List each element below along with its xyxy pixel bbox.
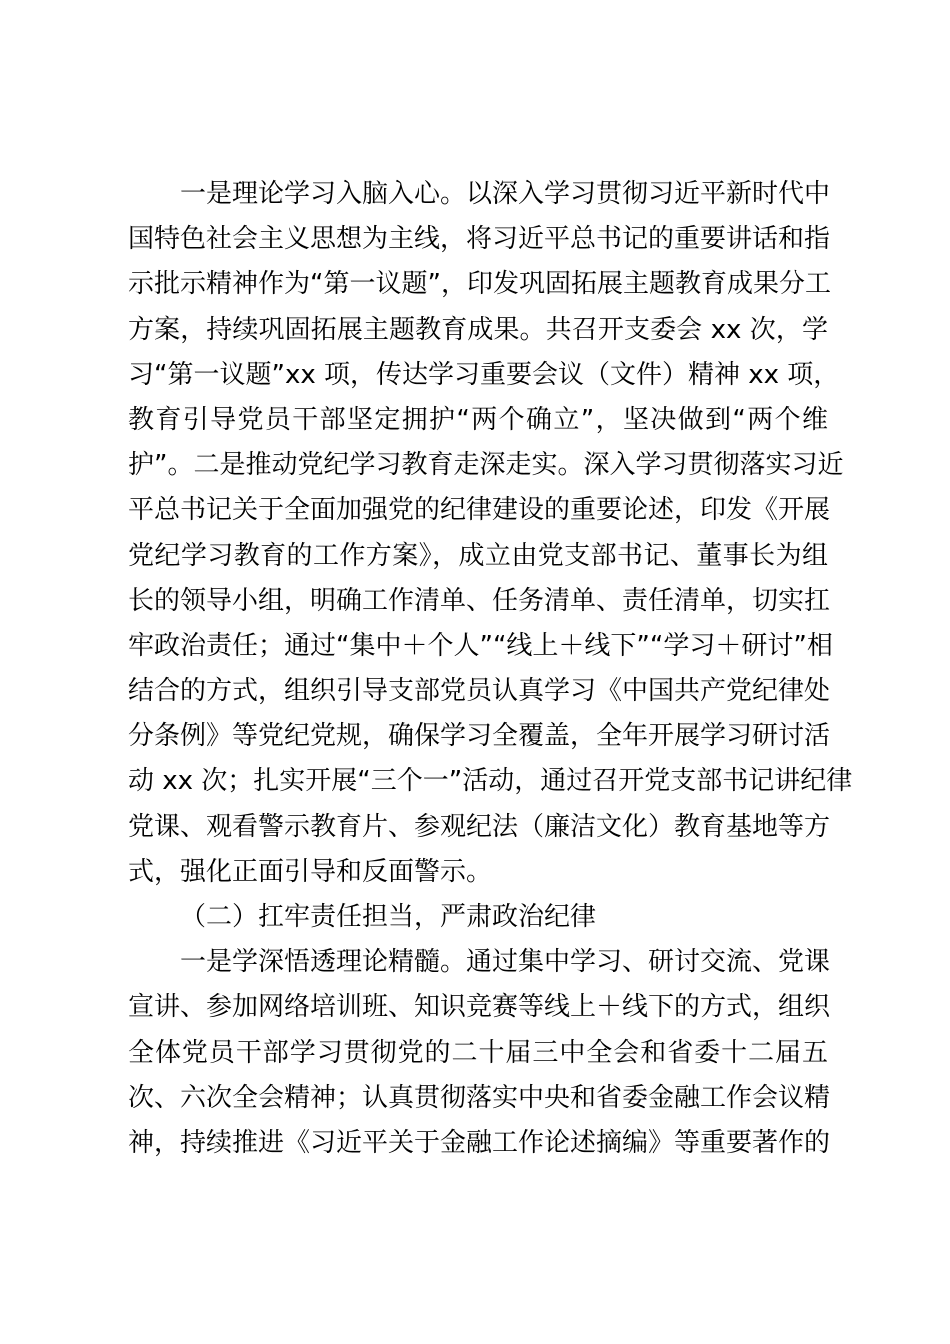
- paragraph-line: 次、六次全会精神；认真贯彻落实中央和省委金融工作会议精: [128, 1082, 831, 1113]
- paragraph-line: 动 xx 次；扎实开展“三个一”活动，通过召开党支部书记讲纪律: [128, 766, 853, 797]
- paragraph-line: 全体党员干部学习贯彻党的二十届三中全会和省委十二届五: [128, 1037, 828, 1068]
- paragraph-line: 神，持续推进《习近平关于金融工作论述摘编》等重要著作的: [128, 1127, 831, 1158]
- paragraph-line: 习“第一议题”xx 项，传达学习重要会议（文件）精神 xx 项，: [128, 359, 840, 390]
- paragraph-line: 方案，持续巩固拓展主题教育成果。共召开支委会 xx 次，学: [128, 314, 828, 345]
- paragraph-line: 护”。二是推动党纪学习教育走深走实。深入学习贯彻落实习近: [128, 450, 844, 481]
- section-heading: （二）扛牢责任担当，严肃政治纪律: [180, 902, 597, 932]
- paragraph-line: 结合的方式，组织引导支部党员认真学习《中国共产党纪律处: [128, 676, 831, 707]
- paragraph-line: 宣讲、参加网络培训班、知识竞赛等线上＋线下的方式，组织: [128, 992, 831, 1023]
- paragraph-line: 示批示精神作为“第一议题”，印发巩固拓展主题教育成果分工: [128, 269, 831, 300]
- paragraph-line: 牢政治责任；通过“集中＋个人”“线上＋线下”“学习＋研讨”相: [128, 630, 833, 661]
- paragraph-line: 一是学深悟透理论精髓。通过集中学习、研讨交流、党课: [180, 947, 831, 978]
- paragraph-line: 长的领导小组，明确工作清单、任务清单、责任清单，切实扛: [128, 585, 831, 616]
- document-body: [128, 172, 853, 1166]
- paragraph-line: 式，强化正面引导和反面警示。: [128, 856, 493, 887]
- paragraph-line: 教育引导党员干部坚定拥护“两个确立”，坚决做到“两个维: [128, 404, 828, 435]
- paragraph-line: 分条例》等党纪党规，确保学习全覆盖，全年开展学习研讨活: [128, 721, 831, 752]
- paragraph-line: 一是理论学习入脑入心。以深入学习贯彻习近平新时代中: [180, 179, 831, 209]
- paragraph-line: 党课、观看警示教育片、参观纪法（廉洁文化）教育基地等方: [128, 811, 831, 842]
- paragraph-line: 国特色社会主义思想为主线，将习近平总书记的重要讲话和指: [128, 224, 831, 255]
- paragraph-line: 党纪学习教育的工作方案》，成立由党支部书记、董事长为组: [128, 540, 828, 571]
- paragraph-line: 平总书记关于全面加强党的纪律建设的重要论述，印发《开展: [128, 495, 831, 526]
